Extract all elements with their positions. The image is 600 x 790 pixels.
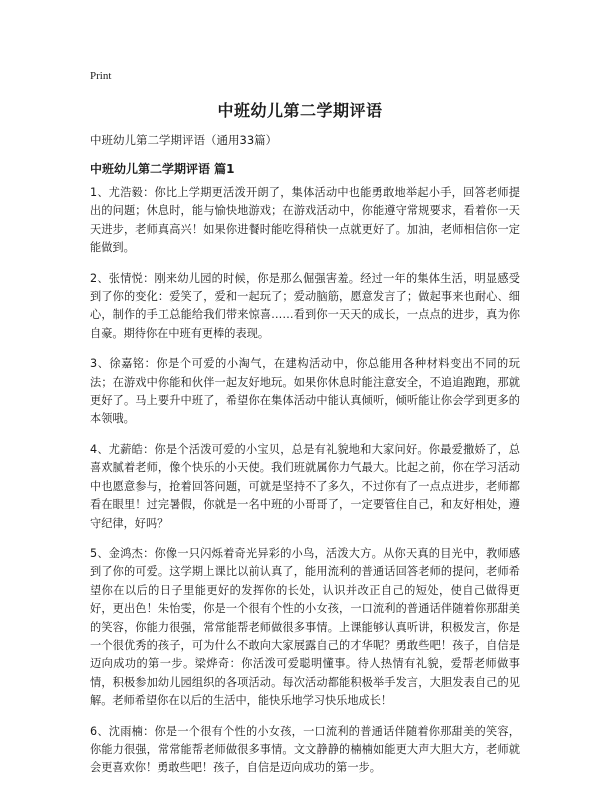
- paragraph: 1、尤浩毅：你比上学期更活泼开朗了，集体活动中也能勇敢地举起小手，回答老师提出的问题；休息时，能与愉快地游戏；在游戏活动中，你能遵守常规要求，看着你一天天进步，老师真高兴！如果你进餐时能吃得稍快一点就更好了。加油，老师相信你一定能做到。: [90, 186, 520, 255]
- paragraph: 5、金鸿杰：你像一只闪烁着奇光异彩的小鸟，活泼大方。从你天真的目光中，教师感到了你的可爱。这学期上课比以前认真了，能用流利的普通话回答老师的提问，老师希望你在以后的日子里能更好的发挥你的长处，认识并改正自己的短处，使自己做得更好，更出色！朱怡雯，你是一个很有个性的小女孩，一口流利的普通话伴随着你那甜美的笑容，你能力很强，常常能帮老师做很多事情。上课能够认真听讲，积极发言，你是一个很优秀的孩子，可为什么不敢向大家展露自己的才华呢？勇敢些吧！孩子，自信是迈向成功的第一步。梁烨奇：你活泼可爱聪明懂事。待人热情有礼貌，爱帮老师做事情，积极参加幼儿园组织的各项活动。每次活动都能积极举手发言，大胆发表自己的见解。老师希望你在以后的生活中，能快乐地学习快乐地成长！: [90, 546, 520, 708]
- paragraph: 3、徐嘉铭：你是个可爱的小淘气，在建构活动中，你总能用各种材料变出不同的玩法；在游戏中你能和伙伴一起友好地玩。如果你休息时能注意安全，不追追跑跑，那就更好了。马上要升中班了，希望你在集体活动中能认真倾听，倾听能让你会学到更多的本领哦。: [90, 357, 520, 426]
- print-label: Print: [90, 70, 112, 82]
- paragraph: 6、沈雨楠：你是一个很有个性的小女孩，一口流利的普通话伴随着你那甜美的笑容，你能力很强，常常能帮老师做很多事情。文文静静的楠楠如能更大声大胆大方，老师就会更喜欢你！勇敢些吧！孩子，自信是迈向成功的第一步。: [90, 724, 520, 775]
- paragraph: 2、张情悦：刚来幼儿园的时候，你是那么倔强害羞。经过一年的集体生活，明显感受到了你的变化：爱笑了，爱和一起玩了；爱动脑筋，愿意发言了；做起事来也耐心、细心，制作的手工总能给我们带来惊喜……看到你一天天的成长，一点点的进步，真为你自豪。期待你在中班有更棒的表现。: [90, 271, 520, 340]
- paragraph-list: [90, 184, 520, 790]
- paragraph: 4、尤薪皓：你是个活泼可爱的小宝贝，总是有礼貌地和大家问好。你最爱撒娇了，总喜欢腻着老师，像个快乐的小天使。我们班就属你力气最大。比起之前，你在学习活动中也愿意参与，抢着回答问题，可就是坚持不了多久，不过你有了一点点进步，老师都看在眼里！过完暑假，你就是一名中班的小哥哥了，一定要管住自己，和友好相处，遵守纪律，好吗？: [90, 442, 520, 530]
- section-heading: 中班幼儿第二学期评语 篇1: [90, 162, 235, 176]
- document-subtitle: 中班幼儿第二学期评语（通用33篇）: [90, 133, 278, 147]
- page-title: 中班幼儿第二学期评语: [217, 101, 383, 120]
